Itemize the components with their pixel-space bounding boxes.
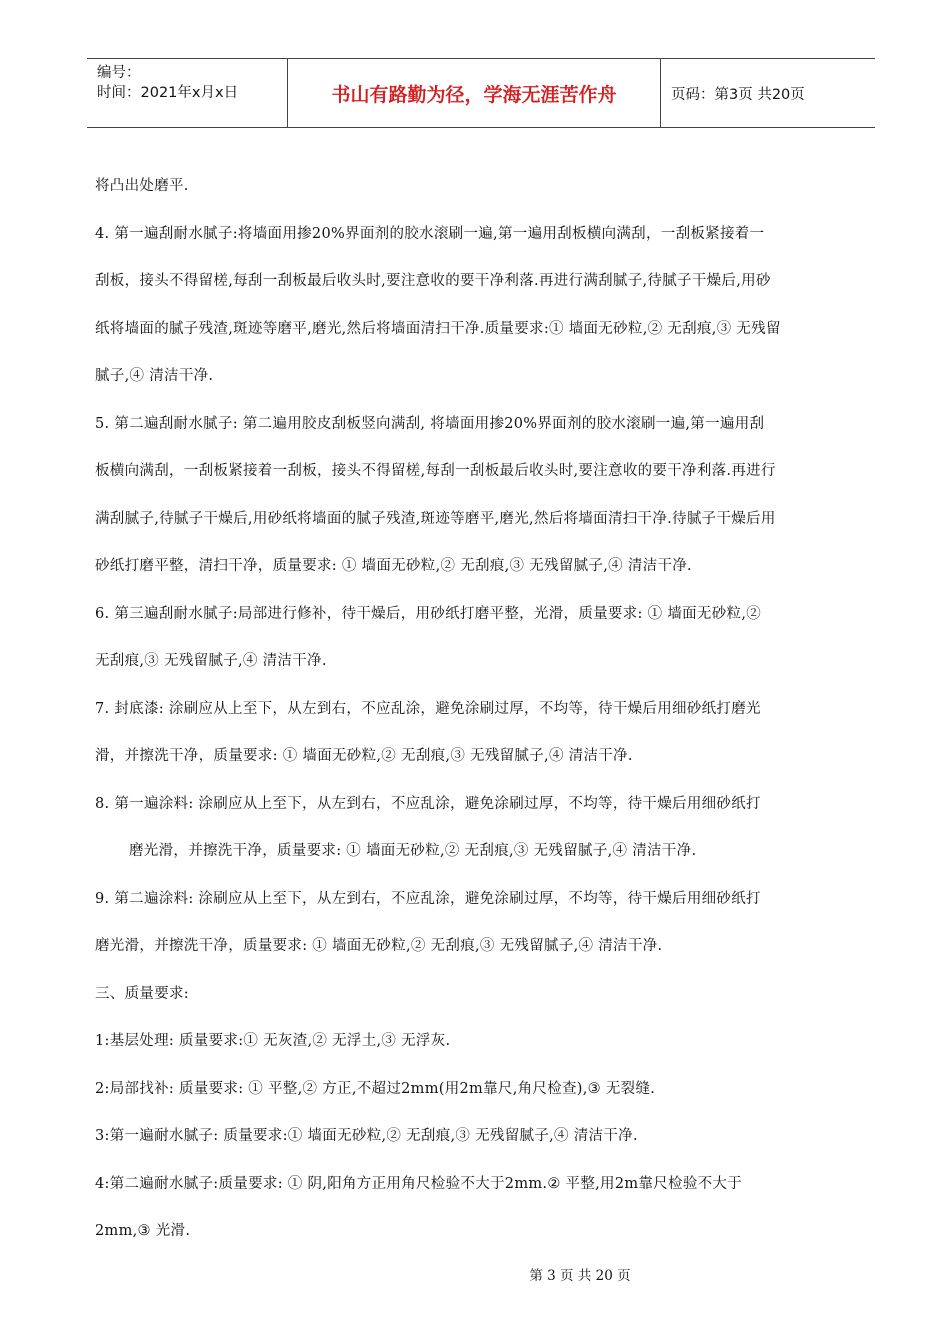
- body-line: 腻子,④ 清洁干净.: [95, 368, 214, 384]
- body-line: 4. 第一遍刮耐水腻子:将墙面用掺20%界面剂的胶水滚刷一遍,第一遍用刮板横向满刮，一刮板紧接着一: [95, 225, 765, 242]
- header-motto: 书山有路勤为径，学海无涯苦作舟: [288, 59, 661, 127]
- body-line: 9. 第二遍涂料: 涂刷应从上至下，从左到右，不应乱涂，避免涂刷过厚，不均等，待干燥后用细砂纸打: [95, 890, 761, 907]
- body-line: 刮板，接头不得留槎,每刮一刮板最后收头时,要注意收的要干净利落.再进行满刮腻子,待腻子干燥后,用砂: [95, 273, 771, 289]
- body-line: 磨光滑，并擦洗干净，质量要求: ① 墙面无砂粒,② 无刮痕,③ 无残留腻子,④ 清洁干净.: [95, 938, 663, 954]
- body-line: 满刮腻子,待腻子干燥后,用砂纸将墙面的腻子残渣,斑迹等磨平,磨光,然后将墙面清扫干净.待腻子干燥后用: [95, 510, 776, 527]
- body-line: 滑，并擦洗干净，质量要求: ① 墙面无砂粒,② 无刮痕,③ 无残留腻子,④ 清洁干净.: [95, 748, 633, 764]
- document-number-label: 编号：: [97, 65, 141, 81]
- body-line: 7. 封底漆: 涂刷应从上至下，从左到右，不应乱涂，避免涂刷过厚，不均等，待干燥后用细砂纸打磨光: [95, 700, 761, 717]
- body-line: 1:基层处理: 质量要求:① 无灰渣,② 无浮土,③ 无浮灰.: [95, 1033, 451, 1049]
- body-line: 4:第二遍耐水腻子:质量要求: ① 阴,阳角方正用角尺检验不大于2mm.② 平整,用2m靠尺检验不大于: [95, 1175, 743, 1192]
- body-line: 砂纸打磨平整，清扫干净，质量要求: ① 墙面无砂粒,② 无刮痕,③ 无残留腻子,④ 清洁干净.: [95, 558, 692, 574]
- section-heading: 三、质量要求:: [95, 985, 189, 1002]
- body-line: 3:第一遍耐水腻子: 质量要求:① 墙面无砂粒,② 无刮痕,③ 无残留腻子,④ 清洁干净.: [95, 1128, 638, 1144]
- body-line: 8. 第一遍涂料: 涂刷应从上至下，从左到右，不应乱涂，避免涂刷过厚，不均等，待干燥后用细砂纸打: [95, 795, 761, 812]
- body-line: 6. 第三遍刮耐水腻子:局部进行修补，待干燥后，用砂纸打磨平整，光滑，质量要求: ① 墙面无砂粒,②: [95, 605, 762, 622]
- page-header: [87, 58, 875, 128]
- body-line: 磨光滑，并擦洗干净，质量要求: ① 墙面无砂粒,② 无刮痕,③ 无残留腻子,④ 清洁干净.: [129, 843, 697, 859]
- document-date: 时间：2021年x月x日: [97, 85, 239, 101]
- body-line: 纸将墙面的腻子残渣,斑迹等磨平,磨光,然后将墙面清扫干净.质量要求:① 墙面无砂粒,② 无刮痕,③ 无残留: [95, 320, 781, 337]
- body-line: 板横向满刮，一刮板紧接着一刮板，接头不得留槎,每刮一刮板最后收头时,要注意收的要干净利落.再进行: [95, 463, 776, 479]
- page-footer: 第 3 页 共 20 页: [529, 1268, 631, 1284]
- body-line: 2:局部找补: 质量要求: ① 平整,② 方正,不超过2mm(用2m靠尺,角尺检查),③ 无裂缝.: [95, 1080, 656, 1097]
- body-line: 将凸出处磨平.: [95, 178, 189, 194]
- body-line: 5. 第二遍刮耐水腻子: 第二遍用胶皮刮板竖向满刮, 将墙面用掺20%界面剂的胶水滚刷一遍,第一遍用刮: [95, 415, 765, 432]
- header-page-info: 页码：第3页 共20页: [671, 86, 805, 103]
- document-body: [95, 163, 870, 1256]
- body-line: 2mm,③ 光滑.: [95, 1223, 191, 1239]
- body-line: 无刮痕,③ 无残留腻子,④ 清洁干净.: [95, 653, 327, 669]
- header-meta: [87, 59, 288, 127]
